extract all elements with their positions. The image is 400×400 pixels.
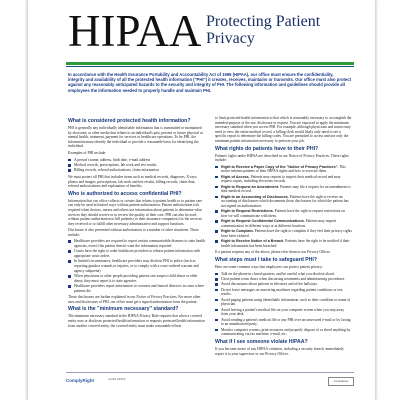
- bullet-icon: [68, 164, 71, 167]
- paragraph: If a patient requests any of the above, please refer them to our Privacy Officer.: [215, 250, 331, 255]
- section-heading-patient-rights: What rights do patients have to their PHI?: [215, 145, 319, 152]
- paragraph: Disclosure is also prevented without authorization to a number of other situations. These include:: [68, 228, 199, 237]
- bullet-icon: [215, 278, 218, 281]
- poster-subtitle: Protecting Patient Privacy: [206, 13, 321, 47]
- bullet-icon: [215, 283, 218, 286]
- list-item: Right of Access. Patients may request to inspect their medical record and may request copies, including electronic records.: [215, 175, 352, 184]
- list-item: Right to Receive Notice of a Breach. Patients have the right to be notified if their health information has been breached.: [215, 239, 352, 248]
- bullet-icon: [215, 289, 218, 292]
- list-item: When physicians or other people providing patient care suspect child abuse or elder abuse, they must report it to state agencies: [68, 274, 205, 283]
- list-item: Healthcare providers report information to coroners and funeral directors in cases where patients die: [68, 284, 205, 293]
- list-item: Right to an Accounting of Disclosures. Patients have the right to receive an accounting of disclosures which documents those disclosures for which the patient has not signed an authorization.: [215, 195, 352, 209]
- intro-paragraph: In accordance with the Health Insurance Portability and Accountability Act of 1996 (HIPAA), our office must ensure the confidentiality, integrity and availability of all the protected health information ("PHI") it creates, receives, maintains or transmits. Our office must also protect against any reasonably anticipated hazards to the security and integrity of PHI. The following information and guidelines should provide all employees the information needed to properly handle and maintain PHI.: [68, 72, 351, 93]
- paragraph: PHI is generally any individually identifiable information that is transmitted or maintained by electronic or other media that relates to an individual's past, present or future physical or mental health, treatment, payment for services or healthcare operations. To be PHI, the information must identify the individual or provide a reasonable basis for identifying the individual.: [68, 126, 204, 149]
- paragraph: Patients' rights under HIPAA are described in our Notice of Privacy Practices. These rights include:: [215, 153, 349, 163]
- bullet-icon: [215, 299, 218, 302]
- list-item: Do not leave messages on answering machines regarding patient conditions or test results.: [215, 288, 352, 297]
- bullet-icon: [215, 309, 218, 312]
- section-heading-safeguard: What steps must I take to safeguard PHI?: [215, 257, 318, 264]
- safeguard-steps-list: [215, 272, 352, 337]
- paragraph: If you become aware of any HIPAA violation, including a security breach, immediately report it to your supervisor or our Privacy Officer.: [215, 346, 344, 356]
- list-item: Healthcare providers are required to report certain communicable diseases to state health agencies, even if the patient doesn't want the information reported: [68, 239, 205, 248]
- bullet-icon: [215, 220, 218, 223]
- bullet-icon: [68, 159, 71, 162]
- footer-divider: [66, 372, 354, 373]
- list-item: Close patient room doors when discussing treatments and administering procedures.: [215, 277, 352, 282]
- list-item: Billing records, referral authorizations, claim information: [68, 168, 205, 173]
- header-divider-blue: [66, 66, 354, 67]
- list-item: Courts have the right to order healthcare providers to release patient information with appropriate court orders: [68, 249, 205, 258]
- examples-list: [68, 158, 205, 173]
- right-column: [215, 116, 352, 368]
- poster-header: [28, 0, 375, 66]
- list-item: Avoid sending a patient's medical file or any PHI over an unsecured e-mail or by faxing to an unauthorized party.: [215, 318, 352, 327]
- bullet-icon: [215, 329, 218, 332]
- list-item: Right to Request an Amendment. Patients may file a request for an amendment to their medical record.: [215, 185, 352, 194]
- bullet-icon: [215, 196, 218, 199]
- list-item: Avoid discussions about patients in elevators and office hallways.: [215, 282, 352, 287]
- poster-footer: [28, 372, 375, 400]
- poster-title: HIPAA: [68, 6, 202, 56]
- list-item: In limited circumstances, healthcare providers may disclose PHI to police (such as reporting gunshot wounds or injuries, or to comply with a court-ordered warrant and agency subpoena): [68, 259, 205, 273]
- hipaa-poster: [27, 0, 376, 400]
- paragraph: Here are some common ways that employees can protect patient privacy:: [215, 265, 323, 270]
- bullet-icon: [215, 186, 218, 189]
- bullet-icon: [215, 176, 218, 179]
- paragraph: to limit protected health information to that which is reasonably necessary to accomplish the intended purpose of the use, disclosure or request. You are expected to apply the minimum necessary standard when you access PHI. For example, although physicians and nurses may need to view the entire medical record, a billing clerk would likely only need to see a specific report to determine the billing codes. You are permitted to access and use only the minimum patient information necessary to perform your job.: [215, 116, 352, 143]
- paragraph: The minimum necessary standard in the HIPAA Privacy Rule requires that when a covered entity uses or discloses protected health information or requests protected health information from another covered entity, the covered entity must make reasonable efforts: [68, 314, 205, 328]
- paragraph: Examples of PHI include:: [68, 150, 107, 155]
- section-heading-access: Who is authorized to access confidential PHI?: [68, 190, 182, 197]
- section-heading-phi: What is considered protected health information?: [68, 118, 191, 124]
- list-item: Avoid leaving a patient's medical file on your computer screen when you step away from your desk.: [215, 308, 352, 317]
- section-heading-violation: What if I see someone violate HIPAA?: [215, 338, 308, 345]
- list-item: Talk on the phone in closed quarters, and be careful what you disclose aloud.: [215, 272, 352, 277]
- bullet-icon: [215, 210, 218, 213]
- left-column: [68, 116, 205, 368]
- bullet-icon: [215, 273, 218, 276]
- bullet-icon: [68, 240, 71, 243]
- rights-list: [215, 165, 352, 249]
- list-item: A person's name, address, birth date, e-mail address: [68, 158, 205, 163]
- bullet-icon: [215, 240, 218, 243]
- paragraph: We must protect all PHI that includes items such as medical records, diagnoses, X-rays, photos and images, prescriptions, lab work and test results, billing records, claim data, referral authorizations and explanation of benefits.: [68, 174, 198, 189]
- bullet-icon: [215, 166, 218, 169]
- list-item: Medical records, prescriptions, lab work and test results: [68, 163, 205, 168]
- bullet-icon: [215, 319, 218, 322]
- list-item: Right to Complain. Patients have the right to complain if they feel their privacy rights have been violated.: [215, 229, 352, 238]
- header-divider-green: [66, 62, 354, 65]
- bullet-icon: [215, 230, 218, 233]
- paragraph: These disclosures are further explained in our Notice of Privacy Practices. For more other uses and disclosures of PHI, our office must get a signed authorization from the patient.: [68, 295, 201, 304]
- list-item: Right to Request Confidential Communications. Patients may request communication in different ways or at different locations.: [215, 219, 352, 228]
- compliance-badge: Compliance: [328, 377, 354, 386]
- paragraph: Information that our office collects or creates that relates to patient health or to patient care can only be used in limited ways without patient authorization. Patient authorization isn't required when doctors, nurses and others use information about patients to determine what services they should receive or to review the quality of their care. PHI can also be used without patient authorization to bill patients (or their insurance companies) for the services they received or to fulfill other necessary administrative and support functions.: [68, 198, 203, 226]
- bullet-icon: [68, 169, 71, 172]
- bullet-icon: [68, 250, 71, 253]
- disclosures-list: [68, 239, 205, 293]
- bullet-icon: [68, 260, 71, 263]
- product-code: A2181 HP201: [108, 377, 126, 381]
- list-item: Right to Receive a Paper Copy of the "Notice of Privacy Practices". This notice informs patients of their HIPAA rights and how to exercise them.: [215, 165, 352, 174]
- list-item: Right to Request Restrictions. Patients have the right to request restrictions on how we will communicate with them.: [215, 209, 352, 218]
- list-item: Avoid paging patients using identifiable information, such as their condition or name of physician.: [215, 298, 352, 307]
- brand-logo: ComplyRight: [66, 378, 94, 383]
- bullet-icon: [68, 275, 71, 278]
- section-heading-minimum-necessary: What is the "minimum necessary" standard?: [68, 306, 179, 313]
- bullet-icon: [68, 285, 71, 288]
- list-item: Monitor computer screens, print resources and properly dispose of or shred anything by communicating via fax machine, e-mail, etc.: [215, 328, 352, 337]
